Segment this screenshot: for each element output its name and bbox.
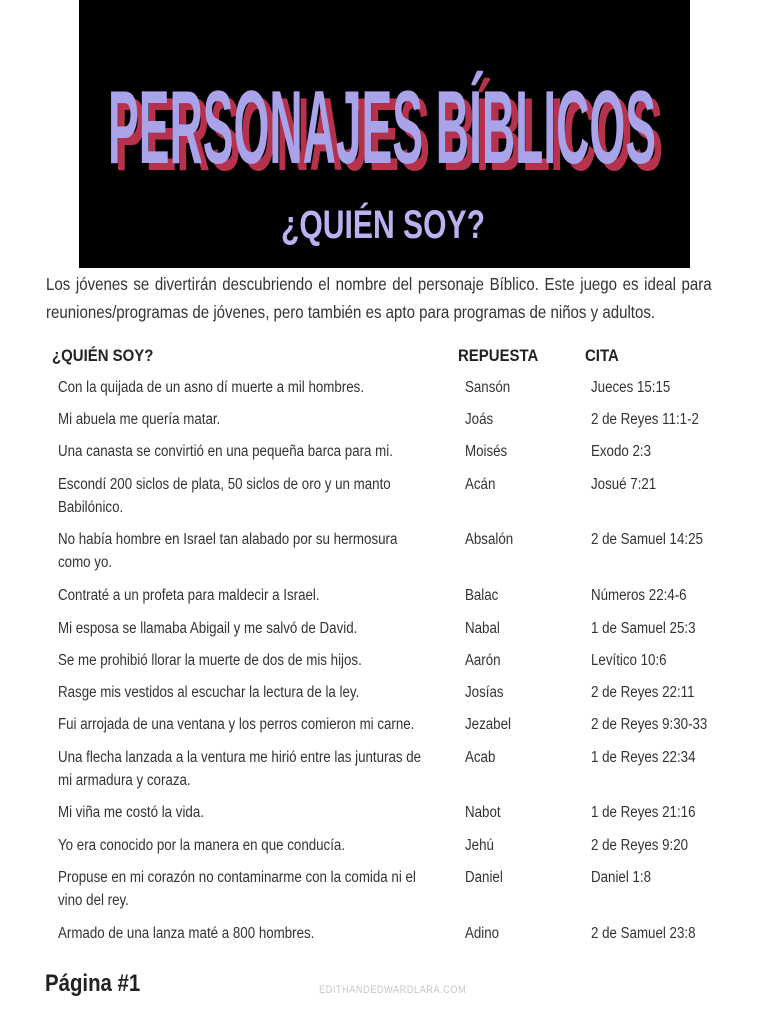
row-citation: Josué 7:21 [591,476,657,493]
table-row [52,528,752,584]
row-citation: Levítico 10:6 [591,652,667,669]
header-question: ¿QUIÉN SOY? [52,346,154,365]
row-answer: Acab [465,749,496,766]
row-question: Una canasta se convirtió en una pequeña barca para mi. [58,443,393,460]
table-row [52,473,752,528]
row-question: Escondí 200 siclos de plata, 50 siclos de oro y un manto Babilónico. [58,476,391,516]
row-citation: Exodo 2:3 [591,443,652,460]
title-banner [79,0,690,268]
characters-table [52,342,752,942]
row-citation: Jueces 15:15 [591,379,671,396]
row-question: Mi viña me costó la vida. [58,804,204,821]
table-row [52,408,752,440]
banner-graphic [79,0,690,268]
row-question: Con la quijada de un asno dí muerte a mil hombres. [58,379,365,396]
banner-subtitle: ¿QUIÉN SOY? [281,203,553,247]
header-answer: REPUESTA [458,346,539,365]
row-question: Una flecha lanzada a la ventura me hirió entre las junturas de mi armadura y coraza. [58,749,422,789]
banner-title-shadow: PERSONAJES BÍBLICOS [115,77,663,193]
row-answer: Sansón [465,379,511,396]
row-citation: 2 de Reyes 11:1-2 [591,411,699,428]
row-citation: 2 de Samuel 14:25 [591,531,703,548]
row-answer: Nabot [465,804,501,821]
row-question: Fui arrojada de una ventana y los perros comieron mi carne. [58,716,415,733]
row-answer: Moisés [465,443,508,460]
row-question: Mi abuela me quería matar. [58,411,221,428]
table-row [52,866,752,922]
row-citation: 2 de Reyes 22:11 [591,684,695,701]
row-question: Propuse en mi corazón no contaminarme con la comida ni el vino del rey. [58,869,416,909]
table-row [52,617,752,649]
row-question: Armado de una lanza maté a 800 hombres. [58,925,315,942]
intro-paragraph: Los jóvenes se divertirán descubriendo el nombre del personaje Bíblico. Este juego es ideal para reuniones/programas de jóvenes, pero también es apto para programas de niños y adultos. [46,274,712,322]
row-citation: 1 de Reyes 21:16 [591,804,696,821]
table-row [52,746,752,801]
row-answer: Adino [465,925,500,942]
row-citation: Daniel 1:8 [591,869,652,886]
row-citation: 1 de Samuel 25:3 [591,620,696,637]
table-row [52,584,752,617]
table-row [52,649,752,681]
table-row [52,834,752,866]
table-row [52,376,752,408]
row-answer: Absalón [465,531,514,548]
row-answer: Joás [465,411,494,428]
row-question: Se me prohibió llorar la muerte de dos de mis hijos. [58,652,362,669]
table-row [52,801,752,834]
table-row [52,440,752,473]
table-row [52,681,752,713]
table-row [52,713,752,746]
row-citation: 2 de Reyes 9:30-33 [591,716,708,733]
row-citation: Números 22:4-6 [591,587,687,604]
row-question: Contraté a un profeta para maldecir a Israel. [58,587,320,604]
row-answer: Nabal [465,620,500,637]
table-row [52,922,752,955]
row-citation: 1 de Reyes 22:34 [591,749,696,766]
row-answer: Jezabel [465,716,511,733]
row-answer: Aarón [465,652,501,669]
page-number: Página #1 [45,970,141,997]
row-answer: Acán [465,476,496,493]
table-header [52,342,752,376]
row-citation: 2 de Reyes 9:20 [591,837,689,854]
row-answer: Balac [465,587,499,604]
row-citation: 2 de Samuel 23:8 [591,925,696,942]
header-citation: CITA [585,346,619,365]
row-question: Rasge mis vestidos al escuchar la lectura de la ley. [58,684,360,701]
row-question: No había hombre en Israel tan alabado por su hermosura como yo. [58,531,398,571]
row-answer: Daniel [465,869,503,886]
row-question: Yo era conocido por la manera en que conducía. [58,837,346,854]
row-answer: Josías [465,684,504,701]
row-question: Mi esposa se llamaba Abigail y me salvó de David. [58,620,358,637]
banner-title: PERSONAJES BÍBLICOS [108,70,656,186]
site-watermark: EDITHANDEDWARDLARA.COM [319,984,467,996]
row-answer: Jehú [465,837,494,854]
